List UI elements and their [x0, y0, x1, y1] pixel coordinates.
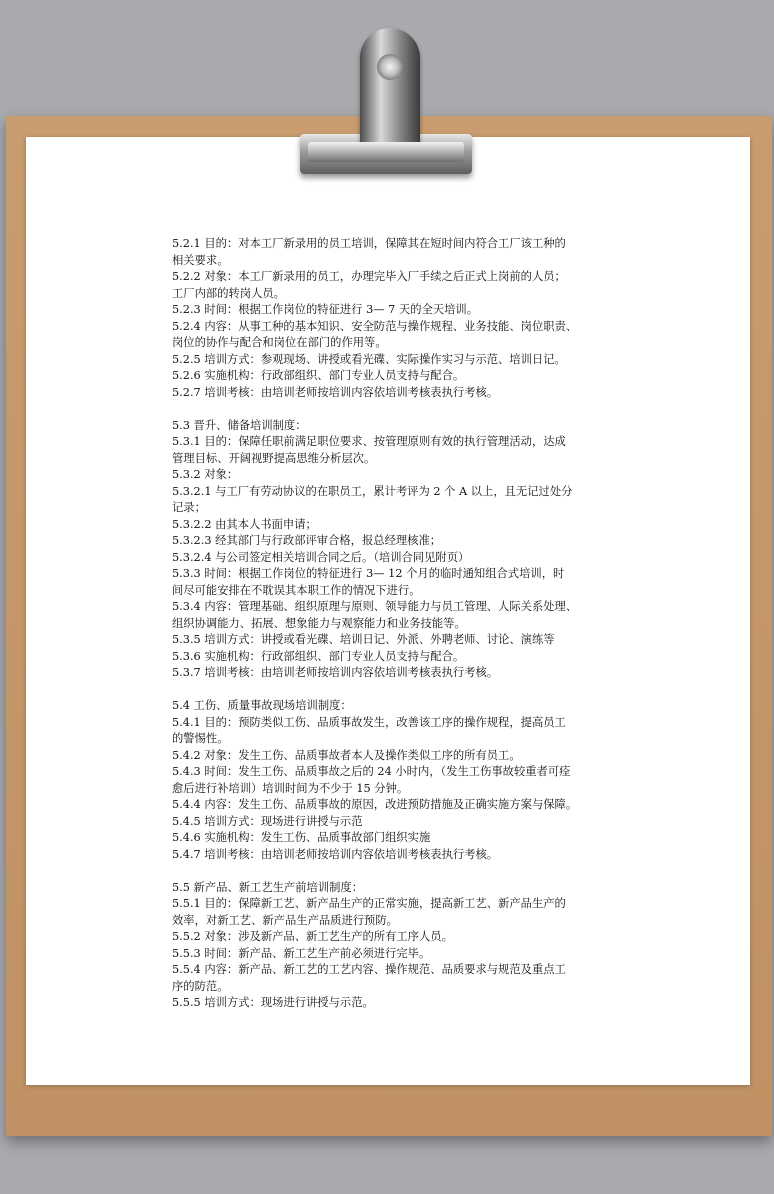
text-line: 工厂内部的转岗人员。 — [172, 286, 285, 300]
text-line: 5.5.1 目的：保障新工艺、新产品生产的正常实施，提高新工艺、新产品生产的 — [172, 897, 566, 910]
text-line: 5.3.1 目的：保障任职前满足职位要求、按管理原则有效的执行管理活动，达成 — [172, 435, 566, 448]
text-line: 5.5 新产品、新工艺生产前培训制度： — [172, 880, 364, 894]
text-line: 5.2.3 时间：根据工作岗位的特征进行 3— 7 天的全天培训。 — [172, 303, 479, 316]
text-line: 5.3.4 内容：管理基础、组织原理与原则、领导能力与员工管理、人际关系处理、 — [172, 600, 578, 613]
text-line: 5.2.2 对象：本工厂新录用的员工，办理完毕入厂手续之后正式上岗前的人员； — [172, 270, 566, 283]
text-line: 5.4.6 实施机构：发生工伤、品质事故部门组织实施 — [172, 831, 431, 844]
text-line: 5.4.2 对象：发生工伤、品质事故者本人及操作类似工序的所有员工。 — [172, 748, 521, 762]
text-line: 5.4.7 培训考核：由培训老师按培训内容依培训考核表执行考核。 — [172, 847, 499, 861]
text-line: 组织协调能力、拓展、想象能力与观察能力和业务技能等。 — [172, 616, 466, 630]
text-line: 5.3.7 培训考核：由培训老师按培训内容依培训考核表执行考核。 — [172, 666, 499, 679]
text-line: 5.4.1 目的：预防类似工伤、品质事故发生，改善该工序的操作规程，提高员工 — [172, 715, 566, 729]
text-line: 效率，对新工艺、新产品生产品质进行预防。 — [172, 913, 398, 927]
text-line: 5.2.7 培训考核：由培训老师按培训内容依培训考核表执行考核。 — [172, 385, 499, 399]
text-line: 5.3.2 对象： — [172, 468, 239, 481]
document-text — [172, 236, 612, 1012]
text-line: 5.3.6 实施机构：行政部组织、部门专业人员支持与配合。 — [172, 649, 465, 663]
text-line: 5.3.3 时间：根据工作岗位的特征进行 3— 12 个月的临时通知组合式培训，时 — [172, 567, 565, 580]
text-line: 5.3.2.3 经其部门与行政部评审合格，报总经理核准； — [172, 534, 442, 547]
text-line: 5.3.2.4 与公司签定相关培训合同之后。（培训合同见附页） — [172, 550, 470, 564]
text-line: 5.3 晋升、储备培训制度： — [172, 418, 307, 432]
text-line: 5.3.5 培训方式：讲授或看光碟、培训日记、外派、外聘老师、讨论、演练等 — [172, 633, 555, 646]
text-line: 5.2.4 内容：从事工种的基本知识、安全防范与操作规程、业务技能、岗位职责、 — [172, 319, 578, 333]
paragraph-gap — [172, 401, 612, 418]
binder-clip-bar — [308, 142, 464, 162]
text-line: 5.5.2 对象：涉及新产品、新工艺生产的所有工序人员。 — [172, 930, 453, 943]
text-line: 5.5.5 培训方式：现场进行讲授与示范。 — [172, 996, 374, 1009]
paragraph-gap — [172, 863, 612, 880]
text-line: 5.4.5 培训方式：现场进行讲授与示范 — [172, 814, 363, 828]
text-line: 管理目标、开阔视野提高思维分析层次。 — [172, 451, 376, 465]
text-line: 序的防范。 — [172, 979, 229, 993]
text-line: 5.5.3 时间：新产品、新工艺生产前必须进行完毕。 — [172, 946, 431, 960]
text-line: 5.3.2.1 与工厂有劳动协议的在职员工，累计考评为 2 个 A 以上，且无记过处分 — [172, 484, 573, 498]
text-line: 的警惕性。 — [172, 732, 229, 745]
binder-clip-hole — [377, 54, 403, 80]
text-line: 记录； — [172, 501, 206, 514]
text-line: 5.4 工伤、质量事故现场培训制度： — [172, 699, 352, 712]
text-line: 5.2.1 目的：对本工厂新录用的员工培训，保障其在短时间内符合工厂该工种的 — [172, 237, 566, 250]
text-line: 5.4.3 时间：发生工伤、品质事故之后的 24 小时内，（发生工伤事故较重者可痊 — [172, 765, 571, 778]
text-line: 5.2.6 实施机构：行政部组织、部门专业人员支持与配合。 — [172, 369, 465, 382]
text-line: 5.4.4 内容：发生工伤、品质事故的原因，改进预防措施及正确实施方案与保障。 — [172, 798, 578, 811]
paragraph-gap — [172, 682, 612, 699]
text-line: 5.3.2.2 由其本人书面申请； — [172, 517, 317, 531]
binder-clip-ring — [360, 28, 420, 152]
text-line: 岗位的协作与配合和岗位在部门的作用等。 — [172, 336, 387, 349]
text-line: 愈后进行补培训）培训时间为不少于 15 分钟。 — [172, 781, 409, 795]
text-line: 5.5.4 内容：新产品、新工艺的工艺内容、操作规范、品质要求与规范及重点工 — [172, 963, 566, 976]
text-line: 5.2.5 培训方式：参观现场、讲授或看光碟、实际操作实习与示范、培训日记。 — [172, 352, 566, 366]
text-line: 间尽可能安排在不耽误其本职工作的情况下进行。 — [172, 583, 421, 597]
text-line: 相关要求。 — [172, 253, 229, 267]
